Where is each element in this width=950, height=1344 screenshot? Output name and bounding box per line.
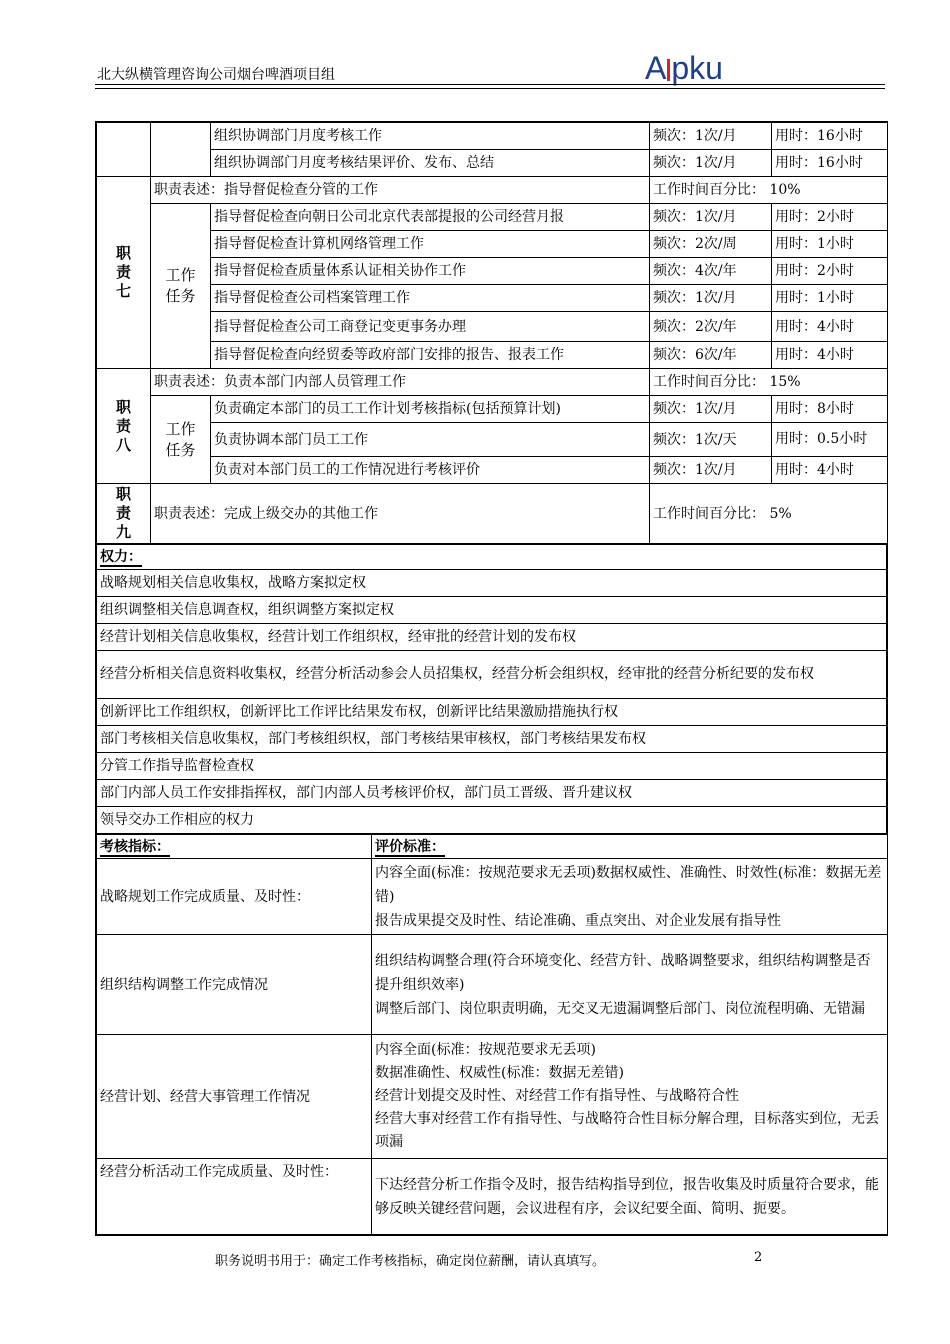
kpi-indicator: 组织结构调整工作完成情况: [97, 935, 372, 1035]
duty7-desc: 职责表述：指导督促检查分管的工作: [151, 177, 650, 204]
freq-cell: 频次：2次/周: [650, 231, 772, 258]
power-item: 部门内部人员工作安排指挥权，部门内部人员考核评价权，部门员工晋级、晋升建议权: [97, 780, 887, 807]
kpi-standard-line: 数据准确性、权威性(标准：数据无差错): [375, 1065, 624, 1081]
time-cell: 用时：8小时: [772, 396, 888, 423]
time-cell: 用时：4小时: [772, 312, 888, 342]
duty8-sub: 工作任务: [151, 396, 211, 484]
duty8-desc: 职责表述：负责本部门内部人员管理工作: [151, 369, 650, 396]
task-cell: 负责确定本部门的员工工作计划考核指标(包括预算计划): [211, 396, 650, 423]
power-item: 创新评比工作组织权，创新评比工作评比结果发布权，创新评比结果激励措施执行权: [97, 699, 887, 726]
task-cell: 负责对本部门员工的工作情况进行考核评价: [211, 457, 650, 484]
kpi-indicator: 战略规划工作完成质量、及时性：: [97, 859, 372, 935]
powers-table: [96, 544, 887, 834]
time-cell: 用时：4小时: [772, 457, 888, 484]
time-cell: 用时：4小时: [772, 342, 888, 369]
time-cell: 用时：1小时: [772, 231, 888, 258]
kpi-standard: [372, 935, 888, 1035]
time-cell: 用时：0.5小时: [772, 423, 888, 457]
task-cell: 指导督促检查公司档案管理工作: [211, 285, 650, 312]
kpi-table: [96, 834, 888, 1235]
power-item: 组织调整相关信息调查权，组织调整方案拟定权: [97, 597, 887, 624]
kpi-indicator: 经营计划、经营大事管理工作情况: [97, 1035, 372, 1159]
powers-heading: 权力：: [97, 545, 887, 570]
kpi-standard-line: 经营大事对经营工作有指导性、与战略符合性目标分解合理，目标落实到位，无丢项漏: [375, 1111, 879, 1150]
freq-cell: 频次：1次/月: [650, 150, 772, 177]
kpi-standard-line: 报告成果提交及时性、结论准确、重点突出、对企业发展有指导性: [375, 912, 781, 929]
header-rule-thin: [95, 88, 885, 89]
power-item: 部门考核相关信息收集权，部门考核组织权，部门考核结果审核权，部门考核结果发布权: [97, 726, 887, 753]
task-cell: 指导督促检查公司工商登记变更事务办理: [211, 312, 650, 342]
kpi-standard: [372, 859, 888, 935]
kpi-indicator: 经营分析活动工作完成质量、及时性：: [97, 1159, 372, 1235]
task-cell: 指导督促检查向朝日公司北京代表部提报的公司经营月报: [211, 204, 650, 231]
duty7-label: 职责七: [97, 177, 151, 369]
duty7-sub: 工作任务: [151, 204, 211, 369]
task-cell: 指导督促检查质量体系认证相关协作工作: [211, 258, 650, 285]
freq-cell: 频次：6次/年: [650, 342, 772, 369]
header-rule: [95, 84, 885, 85]
freq-cell: 频次：2次/年: [650, 312, 772, 342]
time-cell: 用时：1小时: [772, 285, 888, 312]
kpi-standard: [372, 1159, 888, 1235]
kpi-standard-line: 下达经营分析工作指令及时，报告结构指导到位，报告收集及时质量符合要求，能够反映关键经营问题，会议进程有序，会议纪要全面、简明、扼要。: [375, 1176, 879, 1217]
footer-note: 职务说明书用于：确定工作考核指标，确定岗位薪酬，请认真填写。: [215, 1254, 606, 1269]
power-item: 战略规划相关信息收集权，战略方案拟定权: [97, 570, 887, 597]
time-cell: 用时：16小时: [772, 150, 888, 177]
cont-sub-cell: [151, 123, 211, 177]
company-logo: A pku: [645, 50, 723, 86]
freq-cell: 频次：1次/月: [650, 285, 772, 312]
cont-duty-cell: [97, 123, 151, 177]
freq-cell: 频次：1次/月: [650, 396, 772, 423]
kpi-standard-line: 组织结构调整合理(符合环境变化、经营方针、战略调整要求，组织结构调整是否提升组织效率): [375, 952, 871, 993]
kpi-standard-line: 调整后部门、岗位职责明确，无交叉无遗漏调整后部门、岗位流程明确、无错漏: [375, 1000, 865, 1017]
duty8-label: 职责八: [97, 369, 151, 484]
duty9-label: 职责九: [97, 484, 151, 544]
task-cell: 组织协调部门月度考核结果评价、发布、总结: [211, 150, 650, 177]
duty7-pct: 工作时间百分比： 10%: [650, 177, 888, 204]
page-number: 2: [754, 1250, 763, 1265]
job-description-table: [95, 121, 888, 1236]
kpi-standard-line: 内容全面(标准：按规范要求无丢项)数据权威性、准确性、时效性(标准：数据无差错): [375, 864, 882, 905]
kpi-standard-line: 经营计划提交及时性、对经营工作有指导性、与战略符合性: [375, 1088, 739, 1104]
kpi-standard-line: 内容全面(标准：按规范要求无丢项): [375, 1042, 596, 1058]
time-cell: 用时：2小时: [772, 204, 888, 231]
header-company: 北大纵横管理咨询公司烟台啤酒项目组: [97, 67, 335, 83]
power-item: 分管工作指导监督检查权: [97, 753, 887, 780]
duty9-desc: 职责表述：完成上级交办的其他工作: [151, 484, 650, 544]
freq-cell: 频次：1次/月: [650, 457, 772, 484]
task-cell: 组织协调部门月度考核工作: [211, 123, 650, 150]
duties-table: [96, 122, 888, 544]
kpi-heading-left: 考核指标：: [97, 835, 372, 859]
duty8-pct: 工作时间百分比： 15%: [650, 369, 888, 396]
task-cell: 指导督促检查计算机网络管理工作: [211, 231, 650, 258]
power-item: 领导交办工作相应的权力: [97, 807, 887, 834]
task-cell: 负责协调本部门员工工作: [211, 423, 650, 457]
task-cell: 指导督促检查向经贸委等政府部门安排的报告、报表工作: [211, 342, 650, 369]
freq-cell: 频次：1次/天: [650, 423, 772, 457]
kpi-standard: [372, 1035, 888, 1159]
freq-cell: 频次：1次/月: [650, 204, 772, 231]
time-cell: 用时：2小时: [772, 258, 888, 285]
time-cell: 用时：16小时: [772, 123, 888, 150]
freq-cell: 频次：4次/年: [650, 258, 772, 285]
kpi-heading-right: 评价标准：: [372, 835, 888, 859]
power-item: 经营分析相关信息资料收集权，经营分析活动参会人员招集权，经营分析会组织权，经审批的经营分析纪要的发布权: [97, 651, 887, 699]
power-item: 经营计划相关信息收集权，经营计划工作组织权，经审批的经营计划的发布权: [97, 624, 887, 651]
freq-cell: 频次：1次/月: [650, 123, 772, 150]
duty9-pct: 工作时间百分比： 5%: [650, 484, 888, 544]
